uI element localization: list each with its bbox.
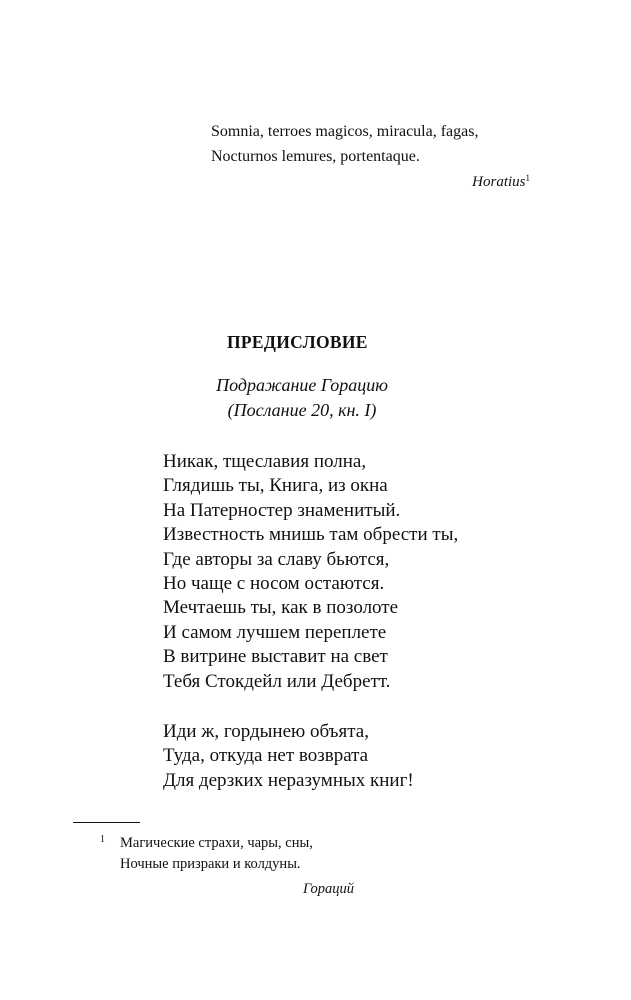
- footnote-author: Гораций: [303, 881, 354, 897]
- poem-line: Известность мнишь там обрести ты,: [163, 524, 459, 546]
- poem-line: Где авторы за славу бьются,: [163, 548, 390, 570]
- poem-stanza-1: [163, 450, 458, 694]
- epigraph-line-2: Nocturnos lemures, portentaque.: [211, 148, 420, 165]
- poem-line: Глядишь ты, Книга, из окна: [163, 475, 388, 497]
- poem-line: В витрине выставит на свет: [163, 646, 388, 668]
- poem-line: Туда, откуда нет возврата: [163, 745, 369, 767]
- footnote-line-2: Ночные призраки и колдуны.: [120, 856, 301, 872]
- epigraph-footnote-ref: 1: [525, 173, 530, 183]
- poem-line: Но чаще с носом остаются.: [163, 573, 385, 595]
- poem-line: Для дерзких неразумных книг!: [163, 769, 414, 791]
- poem-line: Мечтаешь ты, как в позолоте: [163, 597, 399, 619]
- epigraph-author: [472, 173, 530, 191]
- subtitle-line-2: (Послание 20, кн. I): [227, 400, 377, 420]
- footnote-marker: 1: [100, 834, 105, 845]
- page-title: ПРЕДИСЛОВИЕ: [227, 332, 368, 352]
- poem-line: Иди ж, гордынею объята,: [163, 721, 369, 742]
- footnote-divider: [73, 822, 140, 823]
- epigraph-line-1: Somnia, terroes magicos, miracula, fagas,: [211, 123, 479, 140]
- poem-line: И самом лучшем переплете: [163, 621, 387, 643]
- epigraph-author-name: Horatius: [472, 174, 526, 190]
- footnote-line-1: Магические страхи, чары, сны,: [120, 835, 313, 851]
- poem-stanza-2: [163, 720, 414, 793]
- poem-line: Тебя Стокдейл или Дебретт.: [163, 670, 391, 692]
- poem-line: На Патерностер знаменитый.: [163, 499, 401, 521]
- poem-line: Никак, тщеславия полна,: [163, 451, 367, 472]
- subtitle-line-1: Подражание Горацию: [216, 375, 388, 395]
